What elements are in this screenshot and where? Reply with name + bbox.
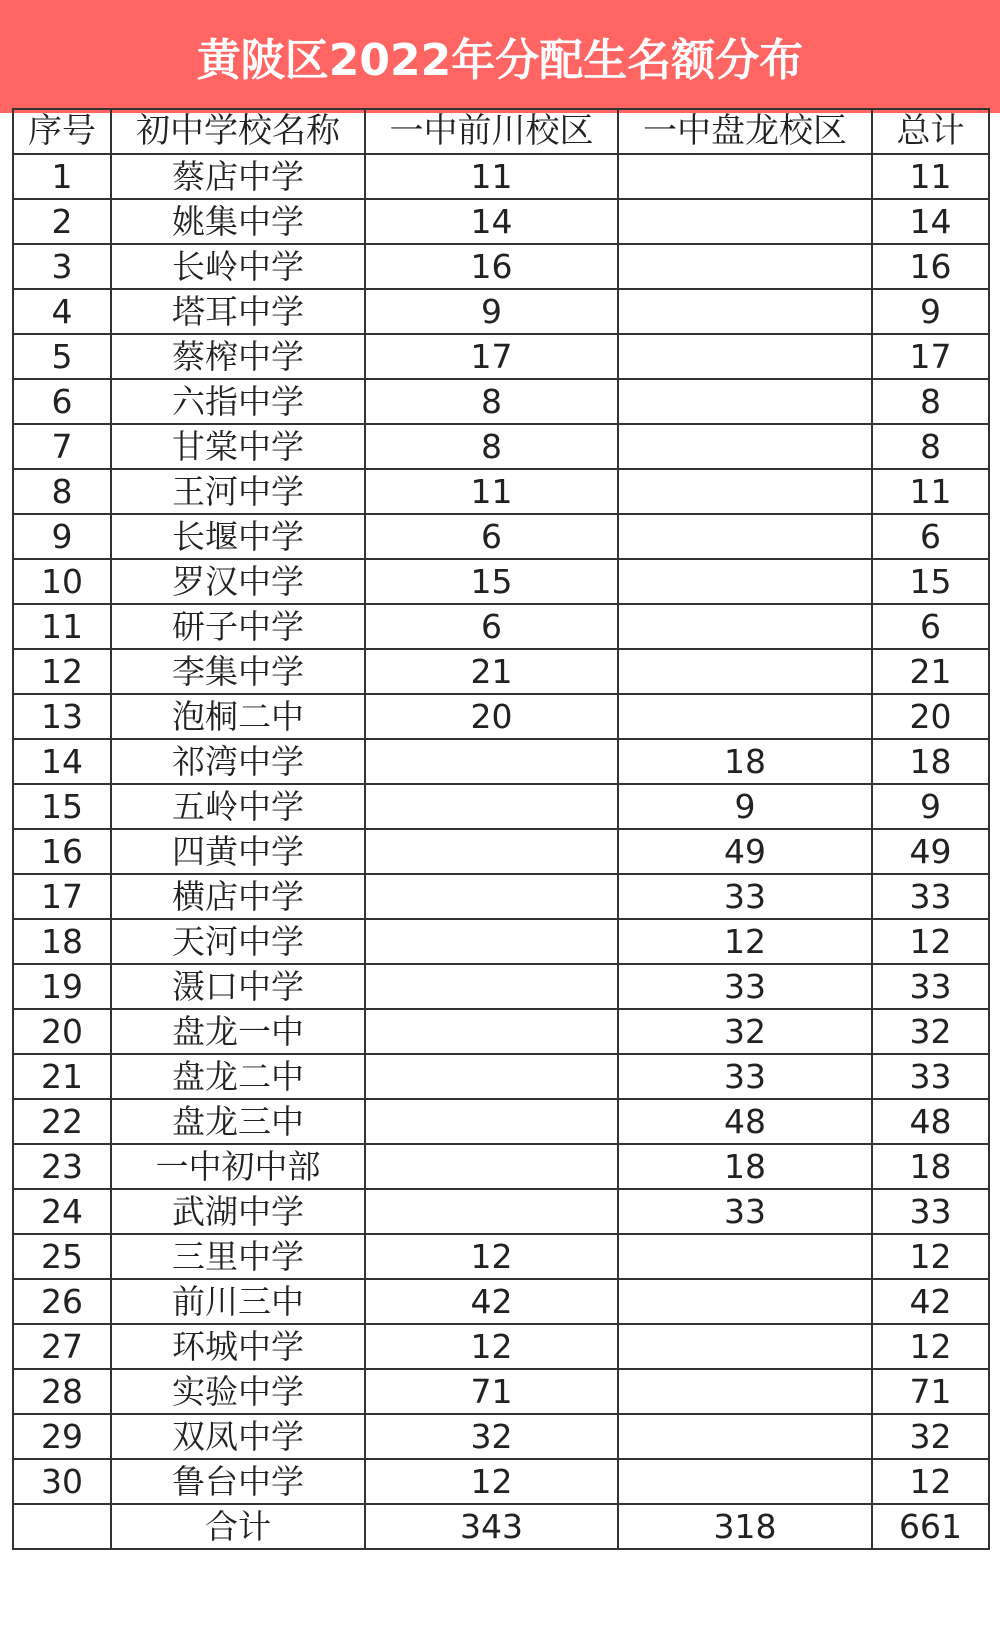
table-row bbox=[13, 829, 989, 874]
qianchuan-cell: 16 bbox=[365, 244, 618, 289]
total-cell: 21 bbox=[872, 649, 989, 694]
table-row bbox=[13, 649, 989, 694]
total-cell: 12 bbox=[872, 919, 989, 964]
table-row bbox=[13, 154, 989, 199]
total-cell: 12 bbox=[872, 1324, 989, 1369]
total-cell: 33 bbox=[872, 1054, 989, 1099]
school-cell: 武湖中学 bbox=[111, 1189, 365, 1234]
table-row bbox=[13, 1189, 989, 1234]
total-sum-cell: 661 bbox=[872, 1504, 989, 1549]
index-cell: 12 bbox=[13, 649, 111, 694]
total-cell: 6 bbox=[872, 604, 989, 649]
header-index: 序号 bbox=[13, 109, 111, 154]
total-cell: 33 bbox=[872, 874, 989, 919]
table-row bbox=[13, 1009, 989, 1054]
school-cell: 双凤中学 bbox=[111, 1414, 365, 1459]
table-row bbox=[13, 739, 989, 784]
school-cell: 天河中学 bbox=[111, 919, 365, 964]
school-cell: 姚集中学 bbox=[111, 199, 365, 244]
school-cell: 泡桐二中 bbox=[111, 694, 365, 739]
total-cell: 18 bbox=[872, 739, 989, 784]
panlong-cell bbox=[618, 199, 872, 244]
table-row bbox=[13, 289, 989, 334]
qianchuan-cell bbox=[365, 1189, 618, 1234]
panlong-cell bbox=[618, 424, 872, 469]
total-cell: 9 bbox=[872, 784, 989, 829]
qianchuan-cell: 17 bbox=[365, 334, 618, 379]
header-school: 初中学校名称 bbox=[111, 109, 365, 154]
table-row bbox=[13, 559, 989, 604]
index-cell: 26 bbox=[13, 1279, 111, 1324]
index-cell: 19 bbox=[13, 964, 111, 1009]
school-cell: 实验中学 bbox=[111, 1369, 365, 1414]
qianchuan-cell: 14 bbox=[365, 199, 618, 244]
school-cell: 长岭中学 bbox=[111, 244, 365, 289]
panlong-cell bbox=[618, 1369, 872, 1414]
panlong-cell: 32 bbox=[618, 1009, 872, 1054]
header-total: 总计 bbox=[872, 109, 989, 154]
table-row bbox=[13, 379, 989, 424]
total-cell: 49 bbox=[872, 829, 989, 874]
table-row bbox=[13, 964, 989, 1009]
qianchuan-cell: 6 bbox=[365, 604, 618, 649]
index-cell: 24 bbox=[13, 1189, 111, 1234]
total-cell: 17 bbox=[872, 334, 989, 379]
table-row bbox=[13, 244, 989, 289]
total-cell: 48 bbox=[872, 1099, 989, 1144]
index-cell: 11 bbox=[13, 604, 111, 649]
school-cell: 鲁台中学 bbox=[111, 1459, 365, 1504]
panlong-cell bbox=[618, 289, 872, 334]
qianchuan-cell: 20 bbox=[365, 694, 618, 739]
school-cell: 盘龙二中 bbox=[111, 1054, 365, 1099]
school-cell: 李集中学 bbox=[111, 649, 365, 694]
index-cell: 10 bbox=[13, 559, 111, 604]
total-index-cell bbox=[13, 1504, 111, 1549]
index-cell: 9 bbox=[13, 514, 111, 559]
panlong-cell bbox=[618, 559, 872, 604]
school-cell: 六指中学 bbox=[111, 379, 365, 424]
qianchuan-cell: 9 bbox=[365, 289, 618, 334]
school-cell: 环城中学 bbox=[111, 1324, 365, 1369]
school-cell: 盘龙三中 bbox=[111, 1099, 365, 1144]
table-row bbox=[13, 1099, 989, 1144]
panlong-cell bbox=[618, 1279, 872, 1324]
school-cell: 一中初中部 bbox=[111, 1144, 365, 1189]
index-cell: 16 bbox=[13, 829, 111, 874]
table-row bbox=[13, 694, 989, 739]
table-body bbox=[13, 154, 989, 1504]
panlong-cell bbox=[618, 244, 872, 289]
panlong-cell: 12 bbox=[618, 919, 872, 964]
school-cell: 蔡榨中学 bbox=[111, 334, 365, 379]
total-cell: 11 bbox=[872, 469, 989, 514]
header-qianchuan: 一中前川校区 bbox=[365, 109, 618, 154]
qianchuan-cell: 21 bbox=[365, 649, 618, 694]
panlong-cell bbox=[618, 379, 872, 424]
table-row bbox=[13, 469, 989, 514]
total-cell: 33 bbox=[872, 964, 989, 1009]
quota-table bbox=[12, 108, 990, 1550]
panlong-cell bbox=[618, 334, 872, 379]
total-cell: 32 bbox=[872, 1414, 989, 1459]
table-header bbox=[13, 109, 989, 154]
table-row bbox=[13, 1234, 989, 1279]
qianchuan-cell: 71 bbox=[365, 1369, 618, 1414]
table-row bbox=[13, 199, 989, 244]
index-cell: 17 bbox=[13, 874, 111, 919]
title-banner bbox=[0, 0, 1000, 113]
school-cell: 盘龙一中 bbox=[111, 1009, 365, 1054]
school-cell: 研子中学 bbox=[111, 604, 365, 649]
table-row bbox=[13, 604, 989, 649]
index-cell: 30 bbox=[13, 1459, 111, 1504]
qianchuan-cell bbox=[365, 784, 618, 829]
index-cell: 2 bbox=[13, 199, 111, 244]
qianchuan-cell: 12 bbox=[365, 1459, 618, 1504]
table-footer bbox=[13, 1504, 989, 1549]
school-cell: 祁湾中学 bbox=[111, 739, 365, 784]
qianchuan-cell bbox=[365, 919, 618, 964]
panlong-cell: 18 bbox=[618, 739, 872, 784]
index-cell: 18 bbox=[13, 919, 111, 964]
total-cell: 20 bbox=[872, 694, 989, 739]
panlong-cell bbox=[618, 154, 872, 199]
qianchuan-cell: 6 bbox=[365, 514, 618, 559]
index-cell: 6 bbox=[13, 379, 111, 424]
index-cell: 5 bbox=[13, 334, 111, 379]
school-cell: 四黄中学 bbox=[111, 829, 365, 874]
index-cell: 4 bbox=[13, 289, 111, 334]
table-row bbox=[13, 1369, 989, 1414]
panlong-cell bbox=[618, 514, 872, 559]
index-cell: 29 bbox=[13, 1414, 111, 1459]
qianchuan-cell bbox=[365, 1009, 618, 1054]
total-cell: 9 bbox=[872, 289, 989, 334]
table-row bbox=[13, 424, 989, 469]
school-cell: 五岭中学 bbox=[111, 784, 365, 829]
index-cell: 1 bbox=[13, 154, 111, 199]
qianchuan-cell: 12 bbox=[365, 1324, 618, 1369]
qianchuan-cell: 8 bbox=[365, 424, 618, 469]
table-row bbox=[13, 334, 989, 379]
index-cell: 7 bbox=[13, 424, 111, 469]
index-cell: 22 bbox=[13, 1099, 111, 1144]
total-cell: 18 bbox=[872, 1144, 989, 1189]
header-panlong: 一中盘龙校区 bbox=[618, 109, 872, 154]
qianchuan-cell bbox=[365, 1144, 618, 1189]
index-cell: 23 bbox=[13, 1144, 111, 1189]
panlong-cell bbox=[618, 1414, 872, 1459]
qianchuan-cell bbox=[365, 739, 618, 784]
panlong-cell: 48 bbox=[618, 1099, 872, 1144]
panlong-cell: 18 bbox=[618, 1144, 872, 1189]
table-row bbox=[13, 874, 989, 919]
school-cell: 长堰中学 bbox=[111, 514, 365, 559]
total-cell: 32 bbox=[872, 1009, 989, 1054]
total-label-cell: 合计 bbox=[111, 1504, 365, 1549]
total-row bbox=[13, 1504, 989, 1549]
panlong-cell: 49 bbox=[618, 829, 872, 874]
school-cell: 前川三中 bbox=[111, 1279, 365, 1324]
qianchuan-cell: 8 bbox=[365, 379, 618, 424]
school-cell: 蔡店中学 bbox=[111, 154, 365, 199]
qianchuan-cell bbox=[365, 829, 618, 874]
school-cell: 三里中学 bbox=[111, 1234, 365, 1279]
index-cell: 8 bbox=[13, 469, 111, 514]
qianchuan-cell: 11 bbox=[365, 154, 618, 199]
panlong-cell: 33 bbox=[618, 874, 872, 919]
quota-table-container bbox=[12, 108, 988, 1550]
page-title: 黄陂区2022年分配生名额分布 bbox=[196, 34, 804, 86]
index-cell: 25 bbox=[13, 1234, 111, 1279]
qianchuan-cell bbox=[365, 874, 618, 919]
panlong-cell bbox=[618, 1459, 872, 1504]
school-cell: 横店中学 bbox=[111, 874, 365, 919]
panlong-cell bbox=[618, 469, 872, 514]
panlong-cell: 33 bbox=[618, 1189, 872, 1234]
index-cell: 3 bbox=[13, 244, 111, 289]
total-panlong-cell: 318 bbox=[618, 1504, 872, 1549]
index-cell: 21 bbox=[13, 1054, 111, 1099]
panlong-cell: 33 bbox=[618, 964, 872, 1009]
qianchuan-cell bbox=[365, 1054, 618, 1099]
table-row bbox=[13, 784, 989, 829]
index-cell: 13 bbox=[13, 694, 111, 739]
total-cell: 15 bbox=[872, 559, 989, 604]
table-row bbox=[13, 919, 989, 964]
panlong-cell bbox=[618, 1324, 872, 1369]
index-cell: 28 bbox=[13, 1369, 111, 1414]
panlong-cell: 9 bbox=[618, 784, 872, 829]
school-cell: 滠口中学 bbox=[111, 964, 365, 1009]
panlong-cell bbox=[618, 649, 872, 694]
table-row bbox=[13, 1459, 989, 1504]
total-cell: 6 bbox=[872, 514, 989, 559]
panlong-cell bbox=[618, 694, 872, 739]
table-row bbox=[13, 1144, 989, 1189]
qianchuan-cell: 32 bbox=[365, 1414, 618, 1459]
total-cell: 8 bbox=[872, 379, 989, 424]
total-cell: 12 bbox=[872, 1234, 989, 1279]
table-row bbox=[13, 514, 989, 559]
index-cell: 14 bbox=[13, 739, 111, 784]
school-cell: 罗汉中学 bbox=[111, 559, 365, 604]
total-cell: 11 bbox=[872, 154, 989, 199]
table-row bbox=[13, 1324, 989, 1369]
table-row bbox=[13, 1414, 989, 1459]
qianchuan-cell: 42 bbox=[365, 1279, 618, 1324]
school-cell: 王河中学 bbox=[111, 469, 365, 514]
panlong-cell bbox=[618, 1234, 872, 1279]
qianchuan-cell: 15 bbox=[365, 559, 618, 604]
qianchuan-cell: 11 bbox=[365, 469, 618, 514]
total-cell: 16 bbox=[872, 244, 989, 289]
total-cell: 33 bbox=[872, 1189, 989, 1234]
school-cell: 甘棠中学 bbox=[111, 424, 365, 469]
panlong-cell: 33 bbox=[618, 1054, 872, 1099]
school-cell: 塔耳中学 bbox=[111, 289, 365, 334]
table-row bbox=[13, 1279, 989, 1324]
total-cell: 42 bbox=[872, 1279, 989, 1324]
qianchuan-cell: 12 bbox=[365, 1234, 618, 1279]
index-cell: 15 bbox=[13, 784, 111, 829]
total-cell: 8 bbox=[872, 424, 989, 469]
total-cell: 12 bbox=[872, 1459, 989, 1504]
total-cell: 71 bbox=[872, 1369, 989, 1414]
qianchuan-cell bbox=[365, 964, 618, 1009]
panlong-cell bbox=[618, 604, 872, 649]
header-row bbox=[13, 109, 989, 154]
total-qianchuan-cell: 343 bbox=[365, 1504, 618, 1549]
total-cell: 14 bbox=[872, 199, 989, 244]
table-row bbox=[13, 1054, 989, 1099]
index-cell: 27 bbox=[13, 1324, 111, 1369]
index-cell: 20 bbox=[13, 1009, 111, 1054]
qianchuan-cell bbox=[365, 1099, 618, 1144]
